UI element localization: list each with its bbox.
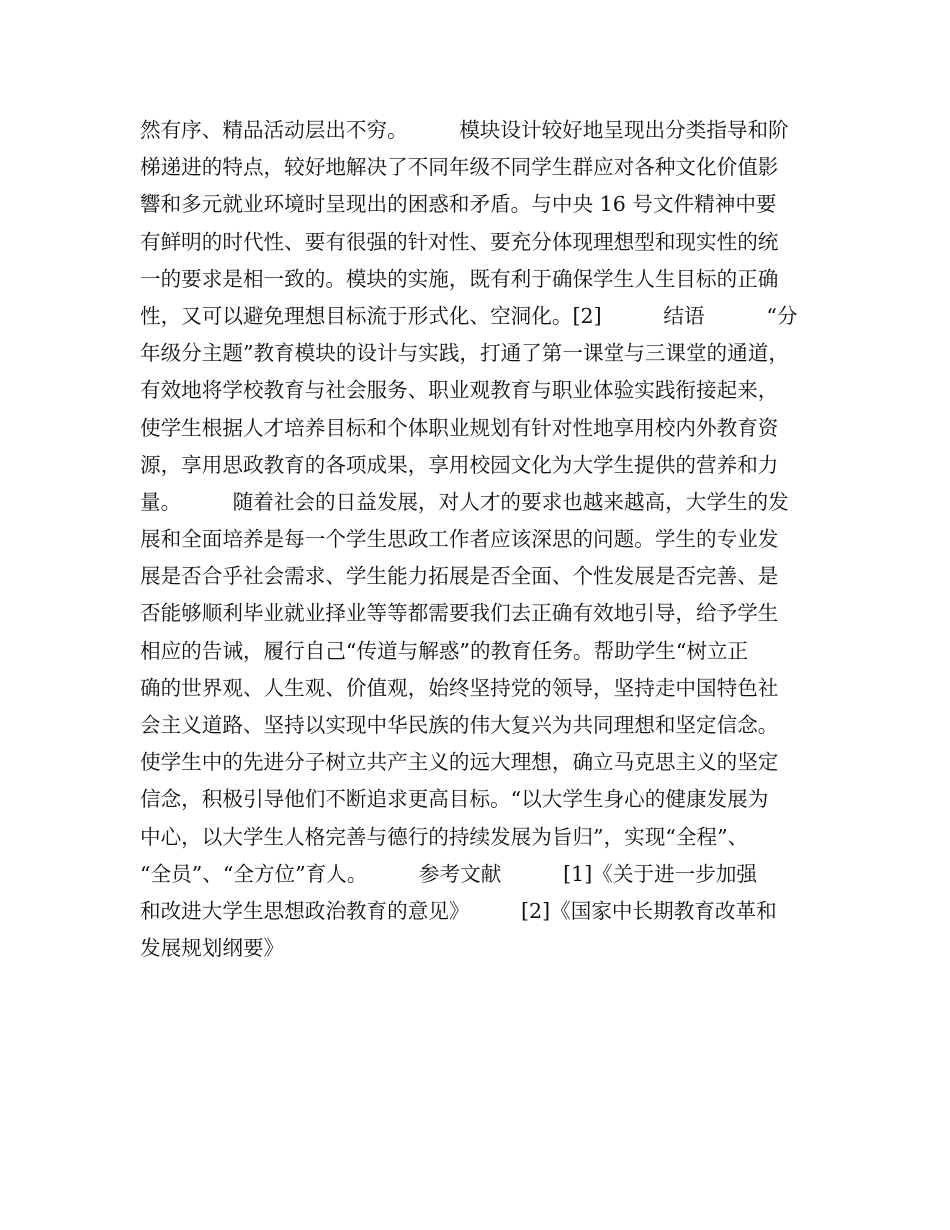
text-line: 信念，积极引导他们不断追求更高目标。“以大学生身心的健康发展为 [140, 787, 769, 812]
text-line: 使学生中的先进分子树立共产主义的远大理想，确立马克思主义的坚定 [140, 750, 779, 775]
text-line: 使学生根据人才培养目标和个体职业规划有针对性地享用校内外教育资 [140, 415, 779, 440]
text-line: 然有序、精品活动层出不穷。 模块设计较好地呈现出分类指导和阶 [140, 118, 789, 142]
text-line: 发展规划纲要》 [140, 936, 285, 961]
text-line: 确的世界观、人生观、价值观，始终坚持党的领导，坚持走中国特色社 [140, 675, 779, 700]
text-line: 有鲜明的时代性、要有很强的针对性、要充分体现理想型和现实性的统 [140, 229, 779, 254]
text-line: 一的要求是相一致的。模块的实施，既有利于确保学生人生目标的正确 [140, 266, 779, 291]
text-line: 性，又可以避免理想目标流于形式化、空洞化。[2] 结语 “分 [140, 303, 798, 328]
text-line: 展是否合乎社会需求、学生能力拓展是否全面、个性发展是否完善、是 [140, 564, 779, 589]
text-line: 相应的告诫，履行自己“传道与解惑”的教育任务。帮助学生“树立正 [140, 638, 749, 663]
text-line: 和改进大学生思想政治教育的意见》 [2]《国家中长期教育改革和 [140, 898, 777, 923]
text-line: 響和多元就业环境时呈现出的困惑和矛盾。与中央 16 号文件精神中要 [140, 192, 777, 217]
text-line: 年级分主题”教育模块的设计与实践，打通了第一课堂与三课堂的通道， [140, 341, 789, 366]
text-line: 中心，以大学生人格完善与德行的持续发展为旨归”，实现“全程”、 [140, 824, 749, 849]
text-line: 量。 随着社会的日益发展，对人才的要求也越来越高，大学生的发 [140, 489, 789, 514]
text-line: 有效地将学校教育与社会服务、职业观教育与职业体验实践衔接起来， [140, 378, 779, 403]
text-line: 展和全面培养是每一个学生思政工作者应该深思的问题。学生的专业发 [140, 527, 779, 552]
text-line: 会主义道路、坚持以实现中华民族的伟大复兴为共同理想和坚定信念。 [140, 713, 779, 737]
text-line: 否能够顺利毕业就业择业等等都需要我们去正确有效地引导，给予学生 [140, 601, 779, 626]
text-line: 源，享用思政教育的各项成果，享用校园文化为大学生提供的营养和力 [140, 452, 779, 477]
text-line: “全员”、“全方位”育人。 参考文献 [1]《关于进一步加强 [140, 861, 758, 886]
body-text [140, 112, 830, 967]
text-line: 梯递进的特点，较好地解决了不同年级不同学生群应对各种文化价值影 [140, 155, 779, 180]
